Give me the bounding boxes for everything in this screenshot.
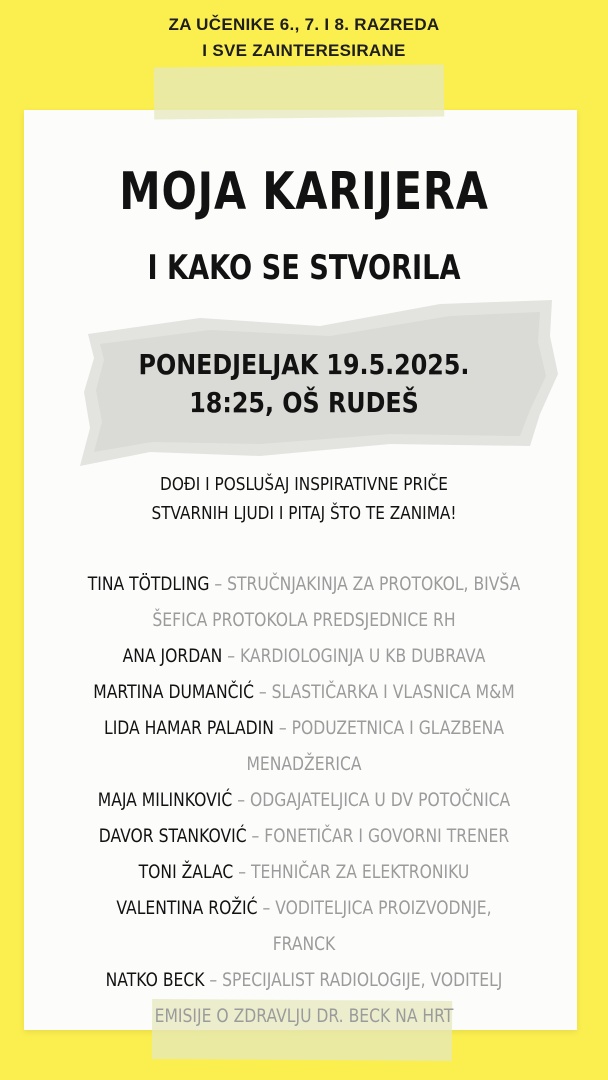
speaker-role: – STRUČNJAKINJA ZA PROTOKOL, BIVŠA <box>209 573 521 595</box>
speaker-role-continued: MENADŽERICA <box>246 753 362 775</box>
speaker-name: MARTINA DUMANČIĆ <box>93 681 254 703</box>
speaker-name: TONI ŽALAC <box>138 861 234 883</box>
speaker-entry <box>88 782 521 818</box>
speaker-name: TINA TÖTDLING <box>87 573 210 595</box>
speaker-role-continued: EMISIJE O ZDRAVLJU DR. BECK NA HRT <box>154 1005 454 1027</box>
speaker-entry <box>88 818 521 854</box>
invite-line-2: STVARNIH LJUDI I PITAJ ŠTO TE ZANIMA! <box>151 503 457 524</box>
speaker-role: – SPECIJALIST RADIOLOGIJE, VODITELJ <box>204 969 503 991</box>
speaker-name: NATKO BECK <box>105 969 205 991</box>
speaker-entry <box>88 890 521 962</box>
event-details <box>46 346 563 422</box>
speaker-entry <box>88 638 521 674</box>
invite-line-1: DOĐI I POSLUŠAJ INSPIRATIVNE PRIČE <box>160 474 448 495</box>
speaker-entry <box>88 566 521 602</box>
speaker-role: – ODGAJATELJICA U DV POTOČNICA <box>232 789 511 811</box>
speaker-entry <box>88 710 521 746</box>
invite-text <box>46 470 563 528</box>
audience-heading <box>0 12 608 64</box>
speaker-role: – TEHNIČAR ZA ELEKTRONIKU <box>233 861 470 883</box>
speaker-name: ANA JORDAN <box>122 645 223 667</box>
event-time-place: 18:25, OŠ RUDEŠ <box>189 386 419 419</box>
speaker-name: DAVOR STANKOVIĆ <box>98 825 247 847</box>
tape-top <box>154 64 445 119</box>
speaker-entry <box>88 674 521 710</box>
speaker-name: MAJA MILINKOVIĆ <box>97 789 233 811</box>
speaker-name: VALENTINA ROŽIĆ <box>116 897 258 919</box>
speaker-role: – VODITELJICA PROIZVODNJE, FRANCK <box>257 897 492 955</box>
speaker-entry <box>88 854 521 890</box>
poster-subtitle: I KAKO SE STVORILA <box>147 248 461 288</box>
speaker-role: – KARDIOLOGINJA U KB DUBRAVA <box>222 645 486 667</box>
speaker-name: LIDA HAMAR PALADIN <box>104 717 274 739</box>
audience-line-2: I SVE ZAINTERESIRANE <box>202 41 406 60</box>
speaker-role: – FONETIČAR I GOVORNI TRENER <box>246 825 510 847</box>
speaker-role: – SLASTIČARKA I VLASNICA M&M <box>253 681 515 703</box>
speaker-role: – PODUZETNICA I GLAZBENA <box>273 717 504 739</box>
poster-title: MOJA KARIJERA <box>119 162 489 222</box>
speaker-role-continued: ŠEFICA PROTOKOLA PREDSJEDNICE RH <box>152 609 456 631</box>
speaker-entry <box>88 962 521 998</box>
audience-line-1: ZA UČENIKE 6., 7. I 8. RAZREDA <box>168 15 440 34</box>
event-date: PONEDJELJAK 19.5.2025. <box>138 348 470 381</box>
speaker-list <box>40 566 568 1034</box>
